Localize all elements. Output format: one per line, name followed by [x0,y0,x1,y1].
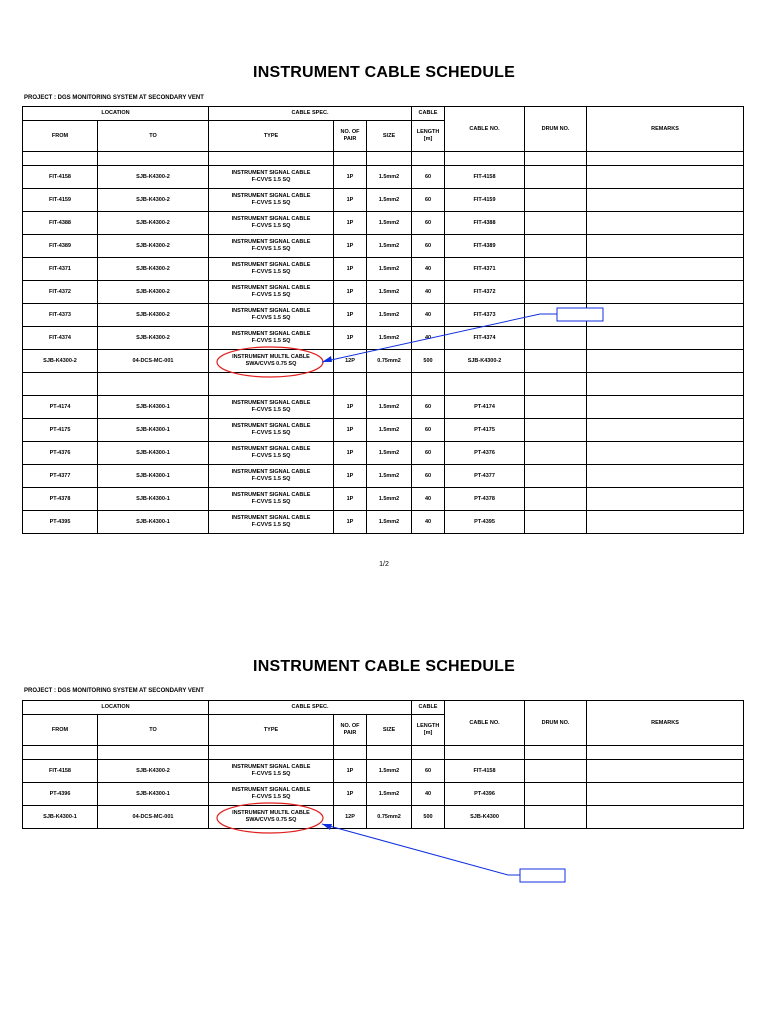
cell-from: FIT-4371 [23,258,98,281]
header-cable-spec: CABLE SPEC. [209,701,412,715]
cell-cable-no: PT-4395 [445,511,525,534]
cell-length: 500 [412,350,445,373]
cell-no-of-pair: 1P [334,419,367,442]
cell-from: FIT-4374 [23,327,98,350]
cell-type: INSTRUMENT SIGNAL CABLE F-CVVS 1.5 SQ [209,488,334,511]
cell-from: FIT-4159 [23,189,98,212]
cell-cable-no: FIT-4388 [445,212,525,235]
cell-cable-no: FIT-4159 [445,189,525,212]
cell-cable-no: PT-4174 [445,396,525,419]
cell-length: 40 [412,281,445,304]
cell-length: 40 [412,511,445,534]
cell-type: INSTRUMENT SIGNAL CABLE F-CVVS 1.5 SQ [209,304,334,327]
cell-cable-no: PT-4175 [445,419,525,442]
cell-to: 04-DCS-MC-001 [98,806,209,829]
cell-no-of-pair: 1P [334,488,367,511]
cell-size: 1.5mm2 [367,235,412,258]
cell-length: 500 [412,806,445,829]
cell-no-of-pair: 1P [334,783,367,806]
cell-from: SJB-K4300-1 [23,806,98,829]
cell-to: SJB-K4300-2 [98,235,209,258]
cell-type: INSTRUMENT SIGNAL CABLE F-CVVS 1.5 SQ [209,258,334,281]
sheet2-project-line: PROJECT : DGS MONITORING SYSTEM AT SECONDARY VENT [24,688,204,694]
cell-size: 1.5mm2 [367,212,412,235]
cell-length: 60 [412,235,445,258]
header-to: TO [98,715,209,746]
cell-type: INSTRUMENT SIGNAL CABLE F-CVVS 1.5 SQ [209,760,334,783]
cell-from: FIT-4389 [23,235,98,258]
cell-from: PT-4175 [23,419,98,442]
header-remarks: REMARKS [587,701,744,746]
cell-size: 1.5mm2 [367,166,412,189]
highlight-ellipse [217,347,323,377]
cell-no-of-pair: 1P [334,166,367,189]
callout-leader-line [322,314,557,362]
cell-type: INSTRUMENT SIGNAL CABLE F-CVVS 1.5 SQ [209,511,334,534]
cell-to: SJB-K4300-1 [98,488,209,511]
cell-length: 60 [412,760,445,783]
cell-type: INSTRUMENT SIGNAL CABLE F-CVVS 1.5 SQ [209,327,334,350]
header-from: FROM [23,121,98,152]
cell-type: INSTRUMENT SIGNAL CABLE F-CVVS 1.5 SQ [209,235,334,258]
cell-no-of-pair: 12P [334,350,367,373]
cell-to: SJB-K4300-1 [98,396,209,419]
cell-no-of-pair: 1P [334,396,367,419]
cell-to: SJB-K4300-1 [98,419,209,442]
sheet1-project-line: PROJECT : DGS MONITORING SYSTEM AT SECONDARY VENT [24,95,204,101]
cell-no-of-pair: 1P [334,212,367,235]
cell-to: SJB-K4300-2 [98,212,209,235]
header-no-of-pair: NO. OF PAIR [334,715,367,746]
cell-cable-no: FIT-4374 [445,327,525,350]
sheet1-title: INSTRUMENT CABLE SCHEDULE [253,64,515,81]
header-size: SIZE [367,715,412,746]
cell-no-of-pair: 1P [334,465,367,488]
cell-length: 60 [412,396,445,419]
cell-from: PT-4174 [23,396,98,419]
cell-size: 1.5mm2 [367,189,412,212]
cell-cable-no: PT-4378 [445,488,525,511]
header-size: SIZE [367,121,412,152]
header-location: LOCATION [23,107,209,121]
cell-size: 1.5mm2 [367,419,412,442]
cell-from: FIT-4373 [23,304,98,327]
cell-to: SJB-K4300-2 [98,258,209,281]
cell-to: SJB-K4300-1 [98,465,209,488]
cell-to: SJB-K4300-2 [98,281,209,304]
cell-length: 40 [412,258,445,281]
header-remarks: REMARKS [587,107,744,152]
cell-length: 40 [412,488,445,511]
callout-leader-line [322,824,520,875]
cell-cable-no: FIT-4158 [445,166,525,189]
cell-cable-no: FIT-4371 [445,258,525,281]
cell-cable-no: FIT-4158 [445,760,525,783]
cell-to: SJB-K4300-2 [98,166,209,189]
cell-no-of-pair: 1P [334,511,367,534]
cell-size: 1.5mm2 [367,327,412,350]
callout-box [557,308,603,321]
cell-type: INSTRUMENT SIGNAL CABLE F-CVVS 1.5 SQ [209,281,334,304]
cell-size: 0.75mm2 [367,350,412,373]
sheet2-title: INSTRUMENT CABLE SCHEDULE [253,658,515,675]
callout-arrowhead [322,356,332,362]
cell-size: 1.5mm2 [367,465,412,488]
cell-from: FIT-4388 [23,212,98,235]
header-cable-no: CABLE NO. [445,701,525,746]
cell-size: 1.5mm2 [367,783,412,806]
cell-no-of-pair: 1P [334,442,367,465]
cell-from: FIT-4158 [23,760,98,783]
cell-cable-no: PT-4377 [445,465,525,488]
cell-from: PT-4376 [23,442,98,465]
cell-from: PT-4395 [23,511,98,534]
cell-type: INSTRUMENT SIGNAL CABLE F-CVVS 1.5 SQ [209,212,334,235]
header-cable: CABLE [412,107,445,121]
header-drum-no: DRUM NO. [525,107,587,152]
header-to: TO [98,121,209,152]
cell-cable-no: PT-4396 [445,783,525,806]
header-from: FROM [23,715,98,746]
cell-cable-no: FIT-4389 [445,235,525,258]
cell-type: INSTRUMENT SIGNAL CABLE F-CVVS 1.5 SQ [209,442,334,465]
cell-to: SJB-K4300-1 [98,783,209,806]
cell-type: INSTRUMENT SIGNAL CABLE F-CVVS 1.5 SQ [209,419,334,442]
page-number: 1/2 [379,561,389,568]
header-location: LOCATION [23,701,209,715]
cell-to: SJB-K4300-2 [98,304,209,327]
cell-cable-no: FIT-4372 [445,281,525,304]
cell-to: 04-DCS-MC-001 [98,350,209,373]
cell-size: 1.5mm2 [367,511,412,534]
cell-length: 60 [412,189,445,212]
cell-to: SJB-K4300-1 [98,511,209,534]
cell-size: 0.75mm2 [367,806,412,829]
cell-to: SJB-K4300-2 [98,760,209,783]
cell-no-of-pair: 1P [334,327,367,350]
cell-to: SJB-K4300-2 [98,189,209,212]
header-length: LENGTH [m] [412,715,445,746]
cell-type: INSTRUMENT MULTIL CABLE SWA/CVVS 0.75 SQ [209,350,334,373]
cell-from: PT-4377 [23,465,98,488]
cell-no-of-pair: 1P [334,258,367,281]
cell-size: 1.5mm2 [367,281,412,304]
cell-length: 40 [412,327,445,350]
cell-from: PT-4378 [23,488,98,511]
header-type: TYPE [209,121,334,152]
header-drum-no: DRUM NO. [525,701,587,746]
header-no-of-pair: NO. OF PAIR [334,121,367,152]
cell-size: 1.5mm2 [367,258,412,281]
cell-type: INSTRUMENT SIGNAL CABLE F-CVVS 1.5 SQ [209,783,334,806]
cell-from: FIT-4372 [23,281,98,304]
cell-length: 40 [412,783,445,806]
cell-cable-no: SJB-K4300-2 [445,350,525,373]
cell-cable-no: PT-4376 [445,442,525,465]
cell-size: 1.5mm2 [367,488,412,511]
cell-no-of-pair: 12P [334,806,367,829]
cell-length: 60 [412,419,445,442]
cell-length: 60 [412,212,445,235]
callout-arrowhead [322,824,332,830]
cell-size: 1.5mm2 [367,304,412,327]
cell-no-of-pair: 1P [334,281,367,304]
cell-length: 60 [412,442,445,465]
cell-type: INSTRUMENT SIGNAL CABLE F-CVVS 1.5 SQ [209,396,334,419]
cell-no-of-pair: 1P [334,760,367,783]
callout-box [520,869,565,882]
cell-size: 1.5mm2 [367,396,412,419]
header-cable-spec: CABLE SPEC. [209,107,412,121]
cell-type: INSTRUMENT SIGNAL CABLE F-CVVS 1.5 SQ [209,166,334,189]
cell-length: 60 [412,166,445,189]
cell-size: 1.5mm2 [367,760,412,783]
cell-length: 60 [412,465,445,488]
cell-type: INSTRUMENT SIGNAL CABLE F-CVVS 1.5 SQ [209,465,334,488]
cell-size: 1.5mm2 [367,442,412,465]
cell-no-of-pair: 1P [334,235,367,258]
cell-no-of-pair: 1P [334,304,367,327]
cell-from: FIT-4158 [23,166,98,189]
cell-type: INSTRUMENT MULTIL CABLE SWA/CVVS 0.75 SQ [209,806,334,829]
cell-type: INSTRUMENT SIGNAL CABLE F-CVVS 1.5 SQ [209,189,334,212]
cell-to: SJB-K4300-1 [98,442,209,465]
header-type: TYPE [209,715,334,746]
cell-from: PT-4396 [23,783,98,806]
cell-cable-no: FIT-4373 [445,304,525,327]
cell-no-of-pair: 1P [334,189,367,212]
cell-cable-no: SJB-K4300 [445,806,525,829]
header-cable-no: CABLE NO. [445,107,525,152]
header-cable: CABLE [412,701,445,715]
header-length: LENGTH [m] [412,121,445,152]
highlight-ellipse [217,803,323,833]
cell-length: 40 [412,304,445,327]
cell-from: SJB-K4300-2 [23,350,98,373]
cell-to: SJB-K4300-2 [98,327,209,350]
